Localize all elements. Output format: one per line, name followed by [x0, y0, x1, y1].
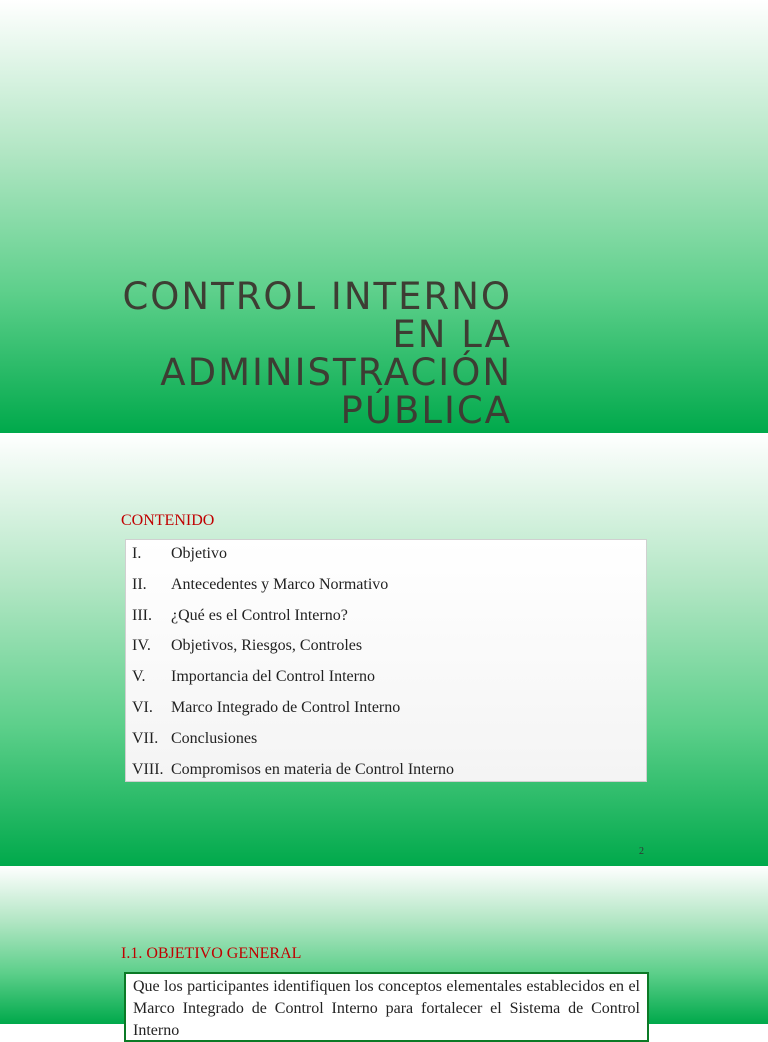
contents-item-number: VII.	[132, 729, 159, 747]
contents-item-label: Marco Integrado de Control Interno	[171, 698, 401, 716]
objective-slide	[0, 866, 768, 1039]
contents-heading: CONTENIDO	[121, 512, 215, 529]
contents-item	[132, 761, 646, 792]
contents-item	[132, 668, 646, 699]
contents-item-label: Compromisos en materia de Control Interno	[171, 760, 455, 778]
contents-item-number: II.	[132, 575, 147, 593]
contents-item	[132, 730, 646, 761]
slide-number: 2	[639, 846, 644, 857]
contents-list	[125, 539, 647, 782]
presentation-title	[40, 275, 512, 432]
contents-item-number: VI.	[132, 698, 153, 716]
title-line: CONTROL INTERNO	[122, 275, 512, 318]
title-line: PÚBLICA	[340, 389, 512, 432]
contents-item-number: I.	[132, 545, 142, 562]
contents-item-label: Importancia del Control Interno	[171, 668, 375, 686]
title-line: ADMINISTRACIÓN	[160, 351, 512, 394]
contents-item	[132, 699, 646, 730]
contents-item	[132, 607, 646, 638]
contents-item	[132, 576, 646, 607]
contents-slide	[0, 433, 768, 866]
contents-item-number: III.	[132, 606, 152, 624]
objective-heading: I.1. OBJETIVO GENERAL	[121, 945, 302, 962]
contents-item-number: IV.	[132, 637, 151, 655]
contents-item-label: Conclusiones	[171, 729, 258, 747]
title-slide	[0, 0, 768, 433]
contents-item-label: Antecedentes y Marco Normativo	[171, 575, 389, 593]
contents-item	[132, 637, 646, 668]
contents-item-label: Objetivos, Riesgos, Controles	[171, 637, 363, 655]
contents-item-number: VIII.	[132, 760, 164, 778]
contents-item-label: Objetivo	[171, 545, 227, 562]
contents-item-label: ¿Qué es el Control Interno?	[171, 606, 348, 624]
objective-text-box: Que los participantes identifiquen los conceptos elementales establecidos en el Marco Integrado de Control Interno para fortalecer el Sistema de Control Interno	[124, 972, 649, 1042]
title-line: EN LA	[392, 313, 512, 356]
contents-item	[132, 545, 646, 576]
contents-item-number: V.	[132, 668, 146, 686]
